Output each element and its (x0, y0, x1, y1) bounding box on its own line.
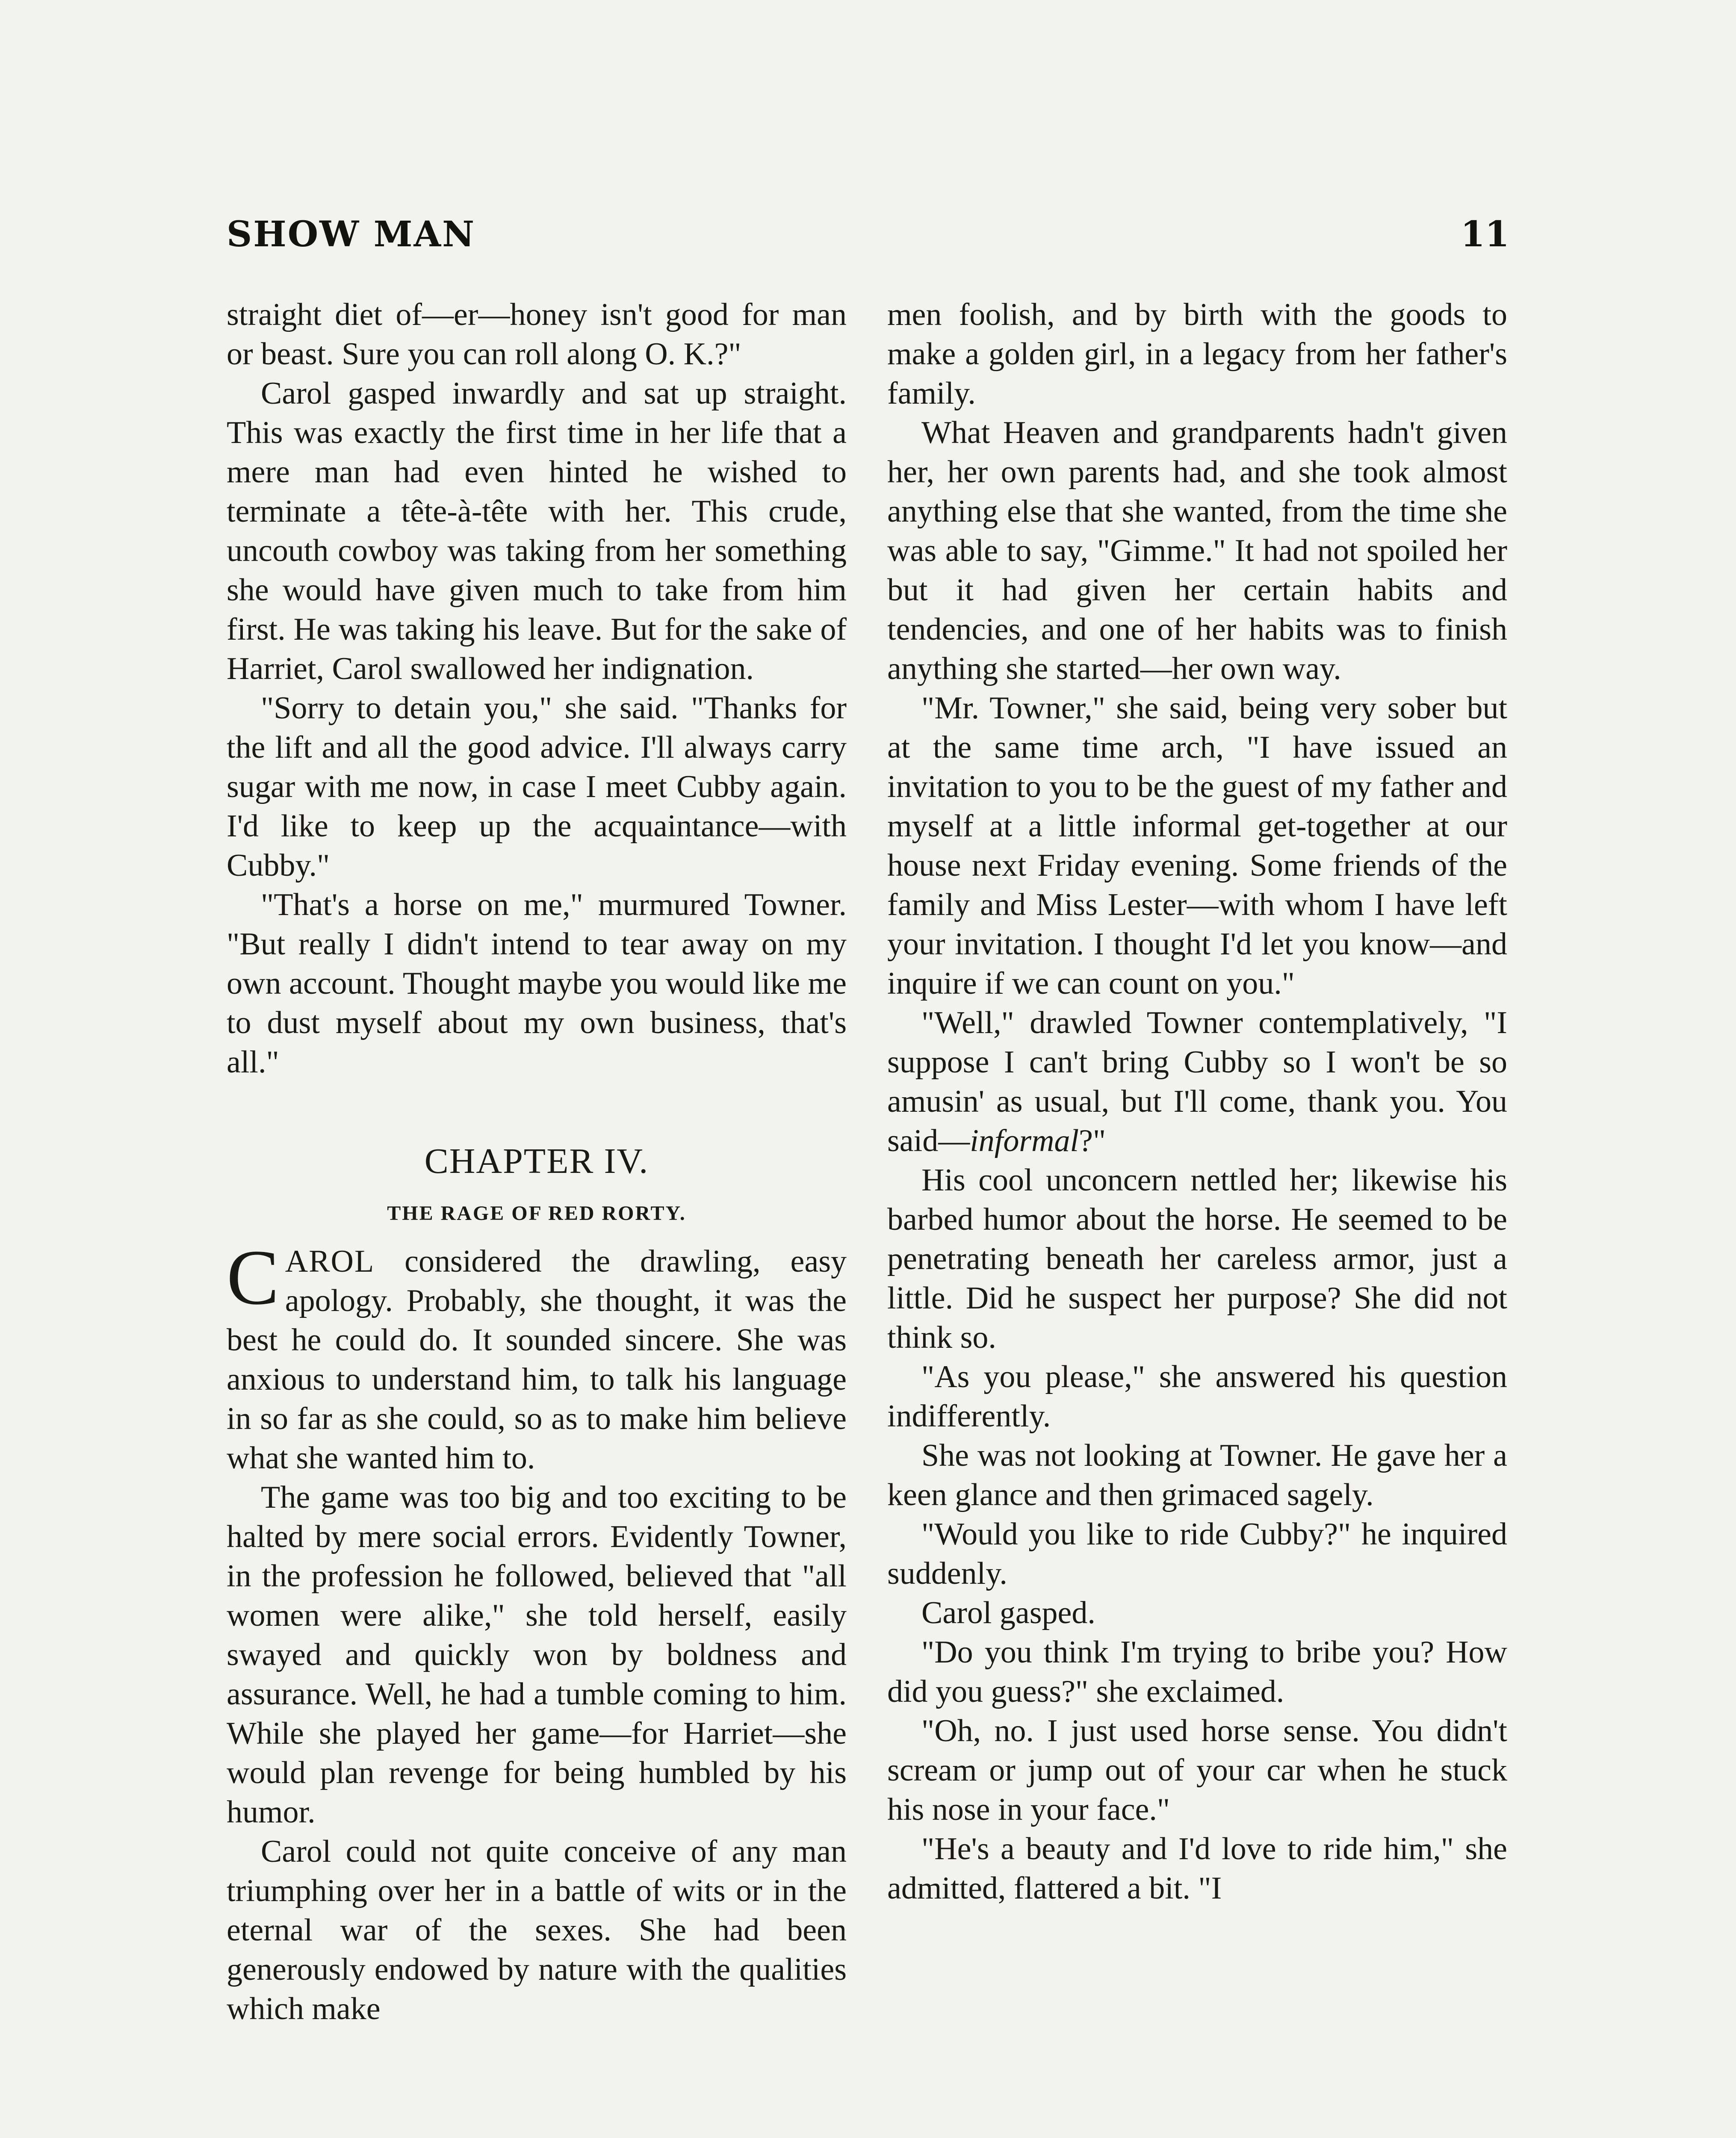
chapter-heading: CHAPTER IV. (424, 1141, 649, 1181)
paragraph: "Oh, no. I just used horse sense. You didn't scream or jump out of your car when he stuck his nose in your face." (887, 1713, 1507, 1827)
paragraph: "Sorry to detain you," she said. "Thanks for the lift and all the good advice. I'll always carry sugar with me now, in case I meet Cubby again. I'd like to keep up the acquaintance—with Cubby." (227, 691, 847, 883)
paragraph: "As you please," she answered his question indifferently. (887, 1359, 1507, 1434)
paragraph: The game was too big and too exciting to be halted by mere social errors. Evidently Towner, in the profession he followed, believed that "all women were alike," she told herself, easily swayed and quickly won by boldness and assurance. Well, he had a tumble coming to him. While she played her game—for Harriet—she would plan revenge for being humbled by his humor. (227, 1480, 847, 1830)
paragraph: Carol gasped. (921, 1595, 1095, 1630)
emphasized-word: informal (970, 1123, 1079, 1158)
paragraph-text: ?" (1079, 1123, 1106, 1158)
paragraph: "Mr. Towner," she said, being very sober but at the same time arch, "I have issued an invitation to you to be the guest of my father and myself at a little informal get-together at our house next Friday evening. Some friends of the family and Miss Lester—with whom I have left your invitation. I thought I'd let you know—and inquire if we can count on you." (887, 691, 1507, 1001)
opening-word: AROL (285, 1244, 375, 1279)
chapter-opening-paragraph (227, 1234, 847, 1478)
paragraph: "That's a horse on me," murmured Towner. "But really I didn't intend to tear away on my own account. Thought maybe you would like me to dust myself about my own business, that's all." (227, 887, 847, 1080)
paragraph: His cool unconcern nettled her; likewise his barbed humor about the horse. He seemed to be penetrating beneath her careless armor, just a little. Did he suspect her purpose? She did not think so. (887, 1163, 1507, 1355)
drop-cap: C (227, 1234, 279, 1321)
paragraph: "Do you think I'm trying to bribe you? How did you guess?" she exclaimed. (887, 1635, 1507, 1709)
chapter-subtitle: THE RAGE OF RED RORTY. (387, 1202, 686, 1225)
paragraph: "He's a beauty and I'd love to ride him," she admitted, flattered a bit. "I (887, 1831, 1507, 1906)
left-column (227, 295, 847, 2029)
paragraph: Carol could not quite conceive of any man triumphing over her in a battle of wits or in the eternal war of the sexes. She had been generously endowed by nature with the qualities which make (227, 1834, 847, 2026)
paragraph-text: considered the drawling, easy apology. Probably, she thought, it was the best he could do. It sounded sincere. She was anxious to understand him, to talk his language in so far as she could, so as to make him believe what she wanted him to. (227, 1244, 847, 1476)
running-head (227, 214, 1509, 261)
paragraph: men foolish, and by birth with the goods to make a golden girl, in a legacy from her father's family. (887, 297, 1507, 411)
paragraph: Carol gasped inwardly and sat up straight. This was exactly the first time in her life that a mere man had even hinted he wished to terminate a tête-à-tête with her. This crude, uncouth cowboy was taking from her something she would have given much to take from him first. He was taking his leave. But for the sake of Harriet, Carol swallowed her indignation. (227, 376, 847, 686)
right-column (887, 295, 1507, 1908)
paragraph: straight diet of—er—honey isn't good for man or beast. Sure you can roll along O. K.?" (227, 297, 847, 372)
paragraph: What Heaven and grandparents hadn't given her, her own parents had, and she took almost anything else that she wanted, from the time she was able to say, "Gimme." It had not spoiled her but it had given her certain habits and tendencies, and one of her habits was to finish anything she started—her own way. (887, 415, 1507, 686)
paragraph: "Would you like to ride Cubby?" he inquired suddenly. (887, 1517, 1507, 1591)
running-title: SHOW MAN (227, 214, 476, 255)
paragraph (887, 1003, 1507, 1161)
paragraph: She was not looking at Towner. He gave her a keen glance and then grimaced sagely. (887, 1438, 1507, 1512)
page-number: 11 (1460, 214, 1509, 255)
paragraph-text: "Well," drawled Towner contemplatively, "I suppose I can't bring Cubby so I won't be so amusin' as usual, but I'll come, thank you. You said— (887, 1005, 1507, 1158)
